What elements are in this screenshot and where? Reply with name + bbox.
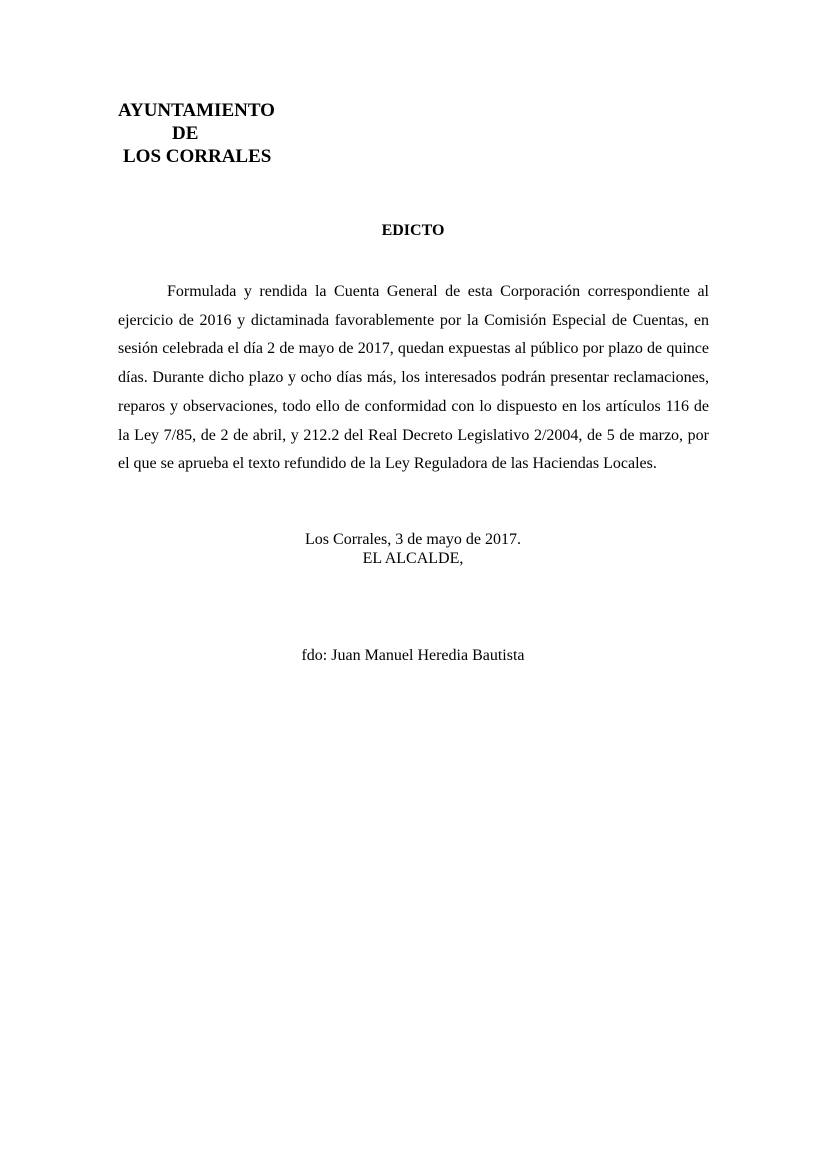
document-title [0, 222, 826, 240]
place-and-date: Los Corrales, 3 de mayo de 2017. [305, 531, 521, 548]
closing-block [0, 530, 826, 568]
issuer-line-3: LOS CORRALES [123, 146, 272, 167]
signature-line: fdo: Juan Manuel Heredia Bautista [301, 647, 525, 664]
issuer-line-1: AYUNTAMIENTO [118, 100, 275, 121]
issuer-header [118, 99, 275, 168]
signer-role: EL ALCALDE, [362, 550, 464, 567]
document-title-text: EDICTO [381, 222, 445, 239]
issuer-line-2: DE [172, 123, 199, 144]
edict-body-paragraph: Formulada y rendida la Cuenta General de esta Corporación correspondiente al ejercicio de 2016 y dictaminada favorablemente por la Comisión Especial de Cuentas, en sesión celebrada el día 2 de mayo de 2017, quedan expuestas al público por plazo de quince días. Durante dicho plazo y ocho días más, los interesados podrán presentar reclamaciones, reparos y observaciones, todo ello de conformidad con lo dispuesto en los artículos 116 de la Ley 7/85, de 2 de abril, y 212.2 del Real Decreto Legislativo 2/2004, de 5 de marzo, por el que se aprueba el texto refundido de la Ley Reguladora de las Haciendas Locales. [118, 283, 709, 473]
